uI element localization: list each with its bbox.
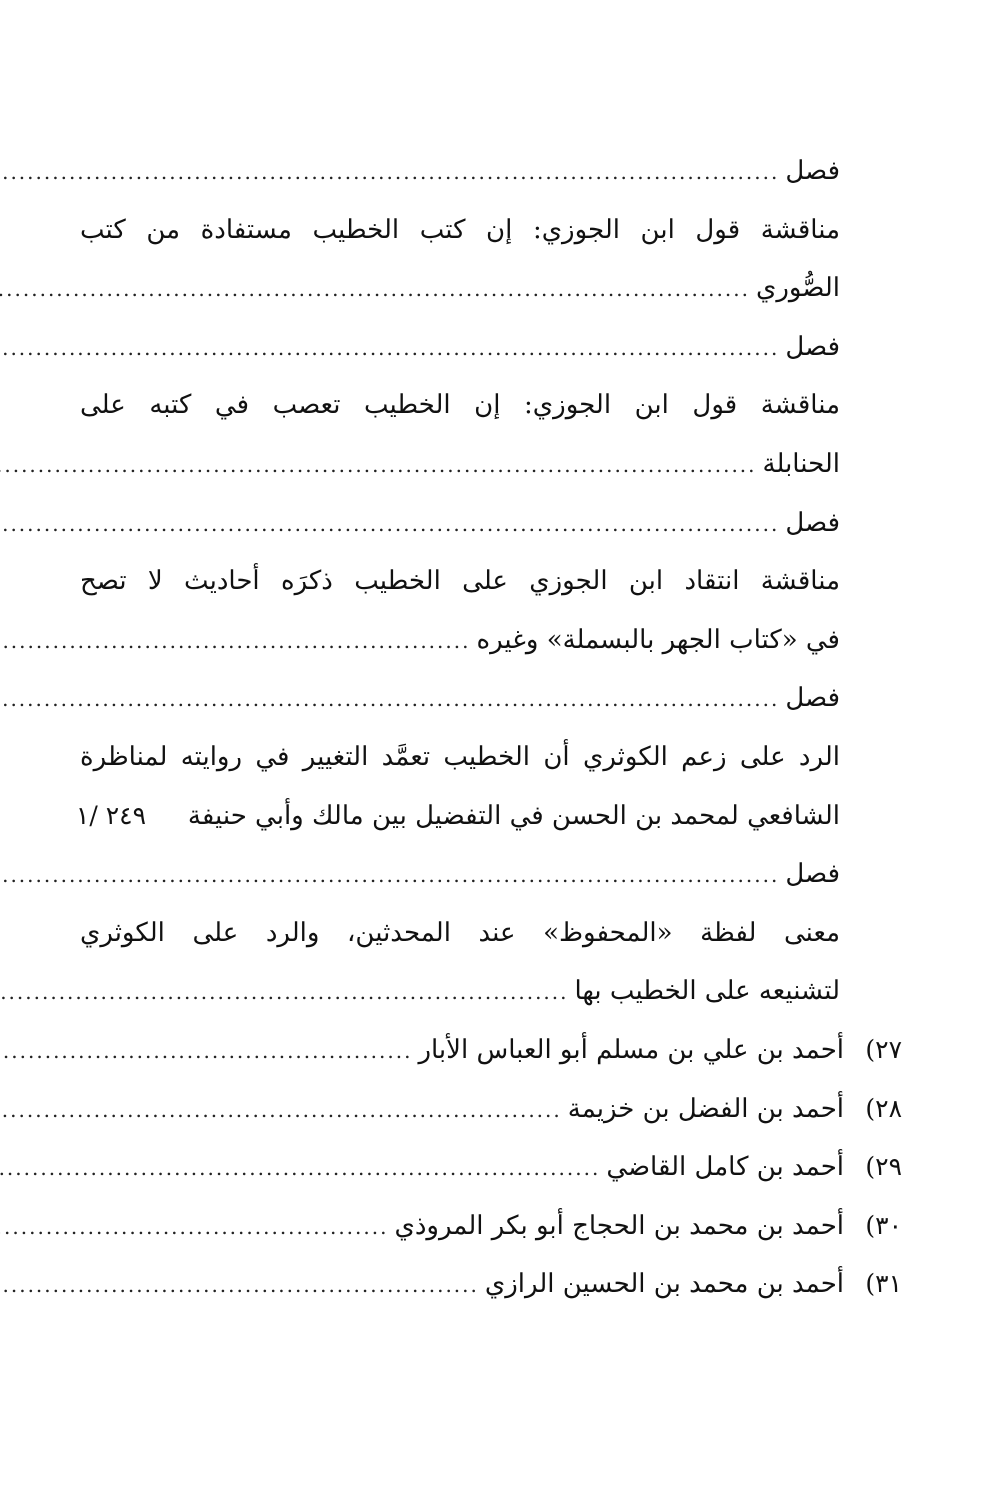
entry-title: أحمد بن كامل القاضي [606, 1152, 844, 1183]
entry-title: مناقشة قول ابن الجوزي: إن كتب الخطيب مستفادة من كتب [80, 214, 840, 245]
toc-entry[interactable] [80, 494, 902, 553]
entry-title: أحمد بن محمد بن الحسين الرازي [484, 1269, 844, 1300]
leader-dots [0, 143, 779, 202]
leader-dots [0, 670, 779, 729]
leader-dots [0, 260, 750, 319]
entry-title: مناقشة انتقاد ابن الجوزي على الخطيب ذكرَه أحاديث لا تصح [80, 566, 840, 597]
leader-dots [0, 495, 779, 554]
entry-title: معنى لفظة «المحفوظ» عند المحدثين، والرد على الكوثري [80, 917, 840, 948]
entry-title: الحنابلة [762, 448, 840, 479]
toc-entry[interactable] [80, 435, 902, 494]
entry-number: ٣٠) [865, 1210, 902, 1240]
toc-entry-numbered[interactable] [80, 1197, 902, 1256]
entry-number: ٣١) [865, 1269, 902, 1299]
table-of-contents [75, 142, 902, 1314]
entry-title: الرد على زعم الكوثري أن الخطيب تعمَّد التغيير في روايته لمناظرة [80, 741, 840, 772]
toc-entry[interactable] [80, 318, 902, 377]
toc-entry-line[interactable] [80, 376, 902, 435]
toc-entry[interactable] [80, 669, 902, 728]
entry-title: مناقشة قول ابن الجوزي: إن الخطيب تعصب في كتبه على [80, 390, 840, 421]
entry-title: الصُّوري [755, 273, 840, 304]
toc-entry-numbered[interactable] [80, 1080, 902, 1139]
entry-title: فصل [785, 156, 840, 186]
entry-title: لتشنيعه على الخطيب بها [574, 976, 840, 1007]
toc-entry[interactable] [80, 845, 902, 904]
entry-title: في «كتاب الجهر بالبسملة» وغيره [476, 624, 840, 655]
entry-title: فصل [785, 331, 840, 362]
toc-entry[interactable] [80, 611, 902, 670]
toc-entry[interactable] [80, 142, 902, 201]
leader-dots [0, 1198, 388, 1257]
entry-number: ٢٩) [865, 1152, 902, 1182]
entry-title: فصل [785, 683, 840, 714]
toc-entry-numbered[interactable] [80, 1138, 902, 1197]
entry-number: ٢٨) [865, 1093, 902, 1123]
toc-entry[interactable] [80, 962, 902, 1021]
toc-entry-line[interactable] [80, 201, 902, 260]
leader-dots [0, 1256, 479, 1315]
leader-dots [0, 1022, 412, 1081]
entry-number: ٢٧) [865, 1034, 902, 1064]
leader-dots [0, 1139, 600, 1198]
entry-title: فصل [785, 859, 840, 890]
leader-dots [0, 846, 779, 905]
leader-dots [0, 612, 470, 671]
toc-entry[interactable] [80, 259, 902, 318]
leader-dots [0, 436, 757, 495]
leader-dots [0, 1081, 562, 1140]
leader-dots [0, 319, 779, 378]
toc-entry-line[interactable] [80, 552, 902, 611]
toc-entry-numbered[interactable] [80, 1021, 902, 1080]
entry-title: أحمد بن الفضل بن خزيمة [567, 1093, 844, 1124]
entry-title: الشافعي لمحمد بن الحسن في التفضيل بين مالك وأبي حنيفة [187, 800, 840, 831]
toc-entry-numbered[interactable] [80, 1255, 902, 1314]
entry-title: فصل [785, 507, 840, 538]
toc-entry-line[interactable] [80, 728, 902, 787]
entry-title: أحمد بن علي بن مسلم أبو العباس الأبار [418, 1034, 844, 1065]
leader-dots [0, 963, 569, 1022]
toc-entry[interactable] [75, 787, 902, 846]
page-number: ٢٤٩ /١ [75, 800, 147, 830]
entry-title: أحمد بن محمد بن الحجاج أبو بكر المروذي [394, 1210, 844, 1241]
toc-entry-line[interactable] [80, 904, 902, 963]
